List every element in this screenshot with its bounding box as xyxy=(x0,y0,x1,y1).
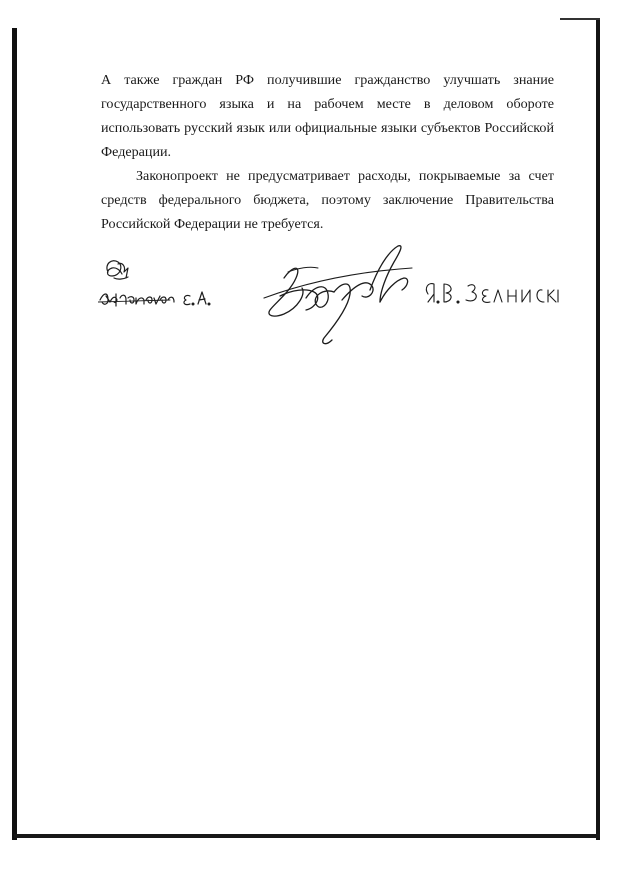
signature-left xyxy=(98,254,238,324)
scan-border-bottom xyxy=(14,834,600,838)
paragraph-2: Законопроект не предусматривает расходы, покрываемые за счет средств федерального бюджета, поэтому заключение Правительства Российской Федерации не требуется. xyxy=(101,168,554,232)
scan-border-left xyxy=(12,28,17,840)
scan-border-right xyxy=(596,18,600,840)
body-text xyxy=(101,68,554,236)
scan-border-top xyxy=(560,18,600,20)
signature-right xyxy=(262,238,562,358)
paragraph-1: А также граждан РФ получившие гражданство улучшать знание государственного языка и на рабочем месте в деловом обороте использовать русский язык или официальные языки субъектов Российской Федерации. xyxy=(101,72,554,160)
